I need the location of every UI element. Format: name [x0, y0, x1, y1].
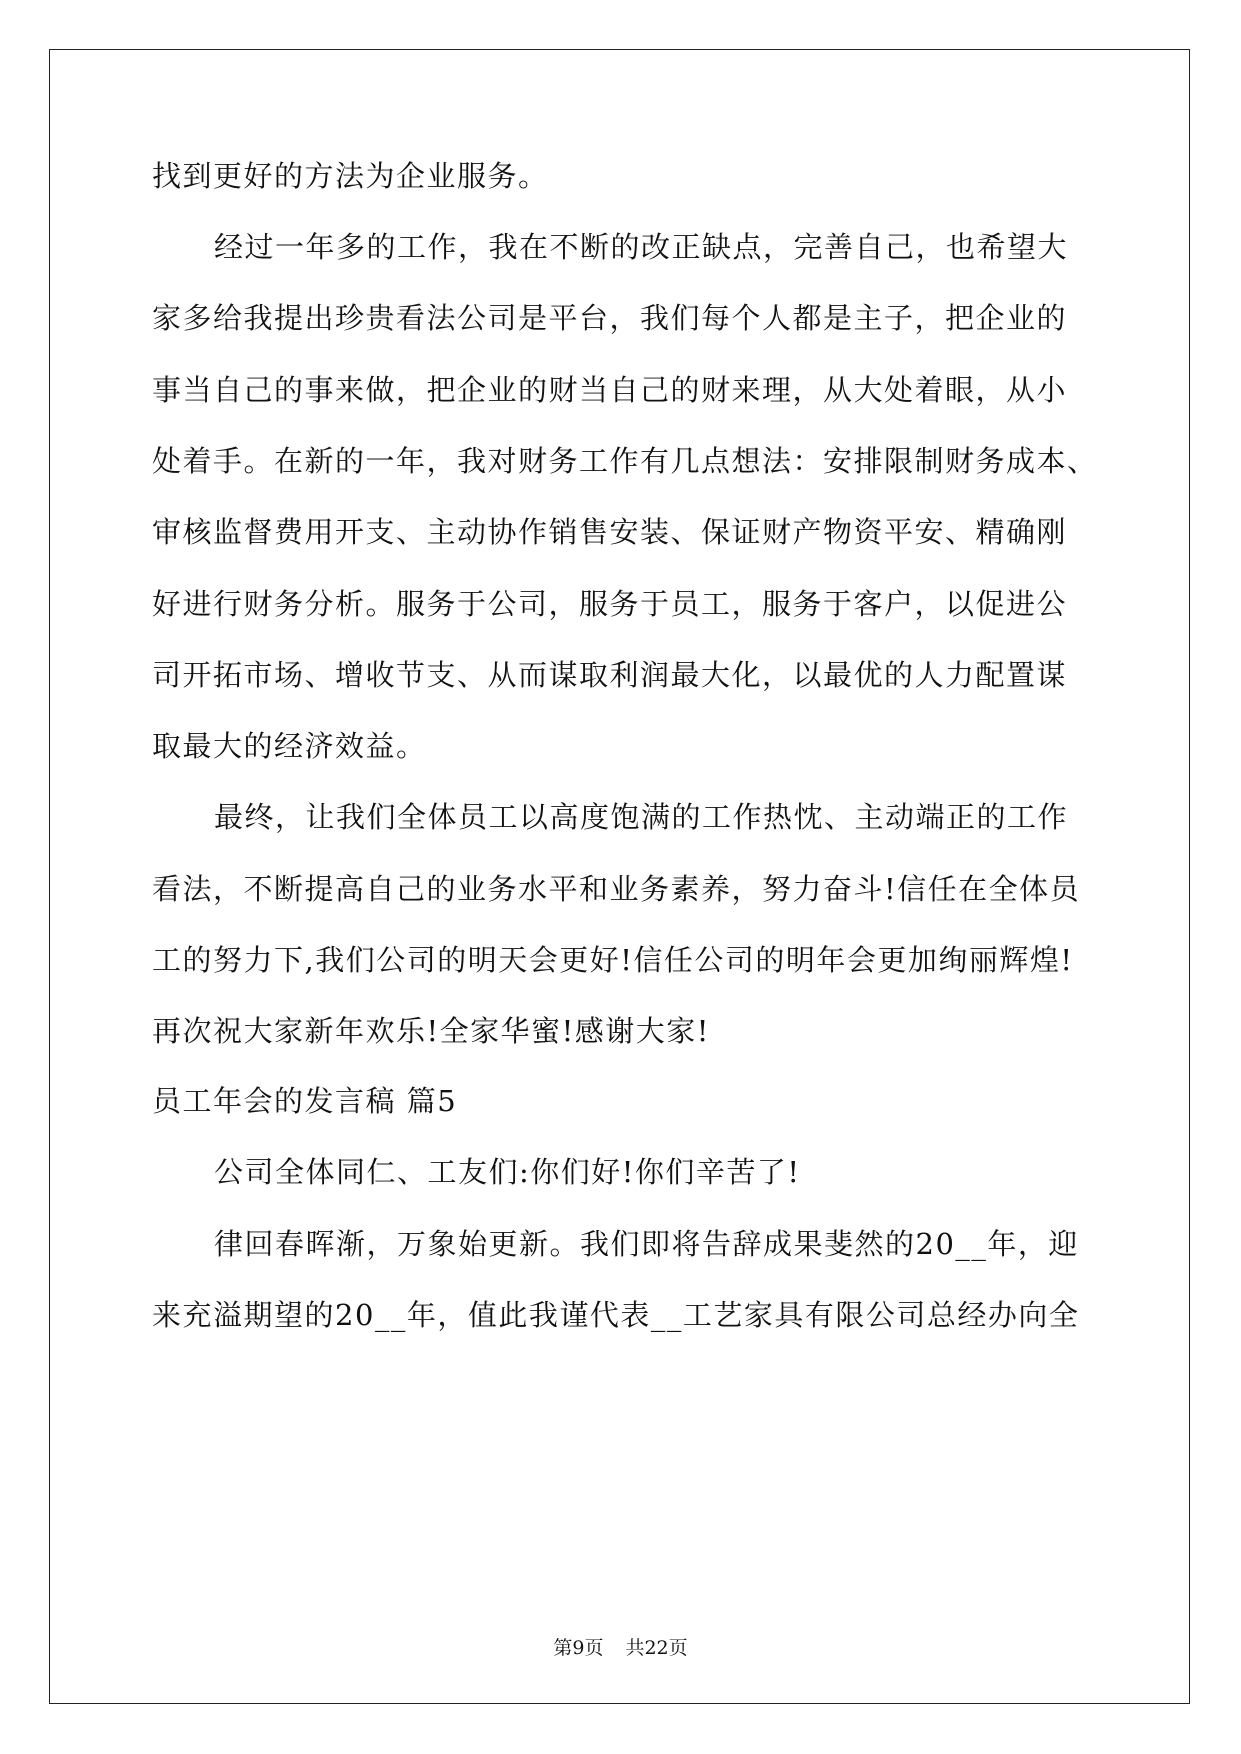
body-line: 看法，不断提高自己的业务水平和业务素养，努力奋斗!信任在全体员 — [152, 872, 1081, 906]
body-line: 再次祝大家新年欢乐!全家华蜜!感谢大家! — [152, 1014, 710, 1048]
body-line: 事当自己的事来做，把企业的财当自己的财来理，从大处着眼，从小 — [152, 373, 1068, 407]
body-line: 审核监督费用开支、主动协作销售安装、保证财产物资平安、精确刚 — [152, 515, 1068, 549]
body-line: 找到更好的方法为企业服务。 — [152, 159, 549, 193]
body-line: 家多给我提出珍贵看法公司是平台，我们每个人都是主子，把企业的 — [152, 301, 1068, 335]
page-number: 第9页 — [553, 1637, 604, 1659]
section-heading: 员工年会的发言稿 篇5 — [152, 1084, 458, 1118]
body-line: 处着手。在新的一年，我对财务工作有几点想法：安排限制财务成本、 — [152, 444, 1098, 478]
page-total: 共22页 — [625, 1637, 688, 1659]
body-line: 司开拓市场、增收节支、从而谋取利润最大化，以最优的人力配置谋 — [152, 658, 1068, 692]
body-line: 工的努力下,我们公司的明天会更好!信任公司的明年会更加绚丽辉煌! — [152, 943, 1074, 977]
body-line: 来充溢期望的20__年，值此我谨代表__工艺家具有限公司总经办向全 — [152, 1298, 1080, 1332]
body-line: 经过一年多的工作，我在不断的改正缺点，完善自己，也希望大 — [214, 230, 1069, 264]
body-line: 律回春晖渐，万象始更新。我们即将告辞成果斐然的20__年，迎 — [214, 1227, 1079, 1261]
body-line: 最终，让我们全体员工以高度饱满的工作热忱、主动端正的工作 — [214, 800, 1069, 834]
body-line: 好进行财务分析。服务于公司，服务于员工，服务于客户，以促进公 — [152, 587, 1068, 621]
body-line: 公司全体同仁、工友们:你们好!你们辛苦了! — [214, 1155, 801, 1189]
page-footer — [0, 1636, 1241, 1660]
body-line: 取最大的经济效益。 — [152, 729, 427, 763]
